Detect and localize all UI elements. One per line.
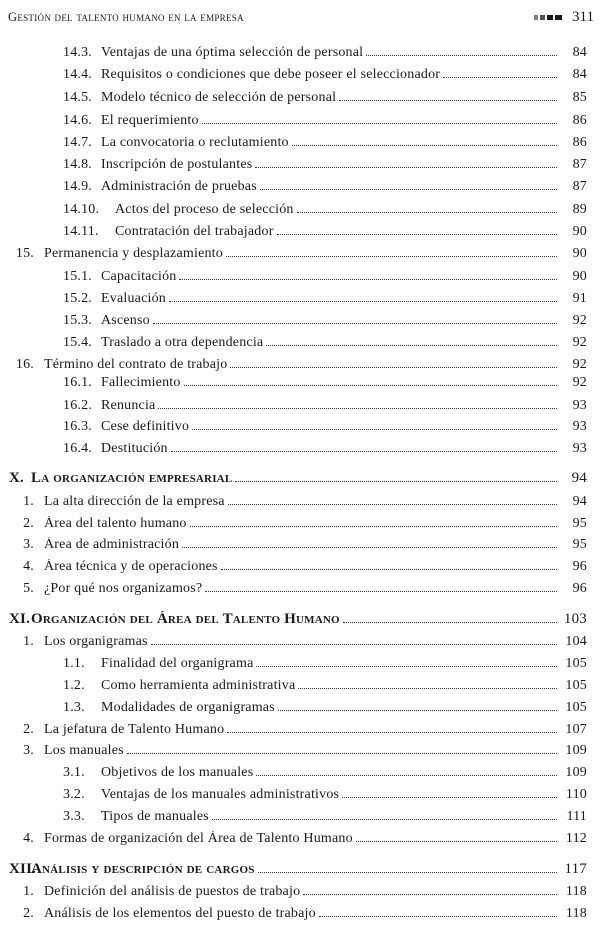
dot-leader (258, 872, 557, 873)
dot-leader (255, 167, 557, 168)
dot-leader (179, 279, 557, 280)
toc-entry-title: Traslado a otra dependencia (101, 335, 264, 350)
toc-entry-number: 14.8. (63, 157, 92, 172)
toc-entry (0, 494, 587, 514)
toc-entry: XII. Análisis y descripción de cargos 117 (9, 861, 587, 877)
toc-entry (0, 884, 587, 904)
dot-leader (190, 526, 557, 527)
toc-entry-title: Los organigramas (44, 634, 148, 649)
toc-entry-title: Organización del Área del Talento Humano (31, 611, 340, 627)
toc-entry-page: 104 (565, 634, 587, 649)
toc-entry-title: Ventajas de una óptima selección de personal (101, 45, 364, 60)
toc-entry-page: 107 (565, 722, 587, 737)
toc-entry-page: 93 (572, 419, 587, 434)
dot-leader (343, 622, 557, 623)
toc-entry (0, 537, 587, 557)
dot-leader (226, 256, 557, 257)
toc-entry-page: 118 (565, 884, 587, 899)
toc-entry-number: 16.2. (63, 398, 92, 413)
dot-leader (192, 429, 557, 430)
toc-entry-page: 105 (565, 678, 587, 693)
toc-entry-page: 112 (565, 831, 587, 846)
toc-entry-title: Cese definitivo (101, 419, 190, 434)
dot-leader (260, 189, 557, 190)
toc-entry-page: 111 (566, 809, 587, 824)
toc-entry (0, 678, 587, 698)
dot-leader (319, 916, 557, 917)
toc-entry-page: 92 (572, 335, 587, 350)
toc-entry-number: 2. (23, 906, 34, 921)
dot-leader (292, 145, 557, 146)
dot-leader (342, 797, 557, 798)
toc-entry (0, 809, 587, 829)
toc-entry-page: 105 (565, 700, 587, 715)
toc-entry-title: La organización empresarial (31, 470, 233, 486)
toc-entry-page: 110 (565, 787, 587, 802)
toc-entry-number: 16.1. (63, 375, 92, 390)
toc-entry-title: Área del talento humano (44, 516, 187, 531)
toc-entry-page: 109 (565, 743, 587, 758)
toc-entry-title: ¿Por qué nos organizamos? (44, 581, 203, 596)
dot-leader (366, 55, 557, 56)
toc-entry-number: 3.1. (63, 765, 85, 780)
toc-entry (0, 357, 587, 377)
toc-entry (0, 375, 587, 395)
toc-entry-title: Área de administración (44, 537, 180, 552)
toc-entry-page: 86 (572, 113, 587, 128)
toc-entry-page: 87 (572, 157, 587, 172)
dot-leader (182, 547, 557, 548)
dot-leader (169, 301, 557, 302)
toc-entry-title: Renuncia (101, 398, 156, 413)
dot-leader (184, 385, 557, 386)
toc-entry-title: Inscripción de postulantes (101, 157, 253, 172)
toc-entry (0, 516, 587, 536)
toc-entry-number: 3.2. (63, 787, 85, 802)
dot-leader (221, 569, 557, 570)
toc-entry-title: Análisis y descripción de cargos (31, 861, 255, 877)
toc-entry-page: 85 (572, 90, 587, 105)
toc-entry-page: 92 (572, 313, 587, 328)
toc-entry-title: Modelo técnico de selección de personal (101, 90, 337, 105)
toc-entry (0, 419, 587, 439)
toc-entry-page: 87 (572, 179, 587, 194)
dot-leader (227, 732, 557, 733)
toc-entry-title: Como herramienta administrativa (101, 678, 296, 693)
toc-entry-title: La jefatura de Talento Humano (44, 722, 225, 737)
toc-entry-number: 15. (15, 246, 34, 261)
toc-entry-number: 4. (23, 559, 34, 574)
dot-leader (205, 591, 557, 592)
toc-entry-title: Fallecimiento (101, 375, 181, 390)
toc-entry (0, 90, 587, 110)
toc-entry-title: Administración de pruebas (101, 179, 257, 194)
toc-entry-title: Tipos de manuales (101, 809, 209, 824)
toc-entry-title: Objetivos de los manuales (101, 765, 254, 780)
toc-entry (0, 398, 587, 418)
toc-entry (0, 831, 587, 851)
toc-entry-number: 15.1. (63, 269, 92, 284)
toc-entry-number: 3. (23, 537, 34, 552)
toc-entry-page: 92 (572, 375, 587, 390)
toc-entry-page: 86 (572, 135, 587, 150)
dot-leader (256, 666, 557, 667)
toc-entry (0, 135, 587, 155)
toc-entry-number: 3. (23, 743, 34, 758)
toc-entry (0, 700, 587, 720)
dot-leader (339, 100, 557, 101)
toc-entry (0, 581, 587, 601)
toc-entry-number: 16. (15, 357, 34, 372)
toc-entry-number: 14.4. (63, 67, 92, 82)
toc-entry-number: 16.4. (63, 441, 92, 456)
toc-entry (0, 179, 587, 199)
toc-entry-number: 1. (23, 634, 34, 649)
toc-entry-number: 14.9. (63, 179, 92, 194)
dot-leader (278, 710, 557, 711)
toc-entry (0, 67, 587, 87)
dot-leader (158, 408, 557, 409)
toc-entry-number: 14.10. (63, 202, 100, 217)
toc-entry-title: La convocatoria o reclutamiento (101, 135, 289, 150)
toc-entry-page: 93 (572, 398, 587, 413)
dot-leader (298, 688, 557, 689)
toc-entry (0, 634, 587, 654)
toc-entry-number: 2. (23, 516, 34, 531)
toc-entry (0, 335, 587, 355)
toc-entry-page: 95 (572, 537, 587, 552)
toc-entry-number: 4. (23, 831, 34, 846)
toc-entry (0, 441, 587, 461)
dot-leader (228, 504, 557, 505)
toc-entry (0, 559, 587, 579)
toc-entry-number: 1. (23, 884, 34, 899)
page-number: 311 (572, 8, 594, 25)
toc-entry (0, 722, 587, 742)
dot-leader (443, 77, 557, 78)
toc-entry (0, 157, 587, 177)
toc-entry (0, 224, 587, 244)
toc-entry-title: Área técnica y de operaciones (44, 559, 218, 574)
toc-entry-number: 14.7. (63, 135, 92, 150)
header-ornament (534, 15, 562, 20)
toc-entry-number: 1.3. (63, 700, 85, 715)
toc-entry-number: 14.3. (63, 45, 92, 60)
dot-leader (171, 451, 557, 452)
toc-entry (0, 313, 587, 333)
toc-entry-number: 3.3. (63, 809, 85, 824)
toc-entry: XI. Organización del Área del Talento Humano 103 (9, 611, 587, 627)
toc-entry-number: 16.3. (63, 419, 92, 434)
toc-entry-title: Formas de organización del Área de Talento Humano (44, 831, 353, 846)
toc-entry (0, 743, 587, 763)
toc-entry-title: Ventajas de los manuales administrativos (101, 787, 340, 802)
toc-entry (0, 45, 587, 65)
running-title: Gestión del talento humano en la empresa (8, 9, 244, 24)
toc-entry-page: 93 (572, 441, 587, 456)
toc-entry (0, 765, 587, 785)
toc-entry-page: 89 (572, 202, 587, 217)
dot-leader (230, 367, 557, 368)
toc-entry-page: 94 (572, 494, 587, 509)
toc-entry-page: 90 (572, 246, 587, 261)
toc-entry-title: Modalidades de organigramas (101, 700, 275, 715)
toc-entry (0, 113, 587, 133)
toc-entry-title: Los manuales (44, 743, 124, 758)
dot-leader (256, 775, 557, 776)
toc-entry-page: 96 (572, 559, 587, 574)
dot-leader (127, 753, 557, 754)
toc-entry-page: 117 (564, 861, 587, 877)
toc-entry-page: 90 (572, 224, 587, 239)
dot-leader (266, 345, 557, 346)
toc-entry-title: Capacitación (101, 269, 177, 284)
toc-entry-title: Destitución (101, 441, 168, 456)
toc-entry (0, 246, 587, 266)
dot-leader (303, 894, 557, 895)
toc-entry-title: Ascenso (101, 313, 150, 328)
toc-entry-number: 5. (23, 581, 34, 596)
toc-entry-page: 90 (572, 269, 587, 284)
toc-entry-page: 95 (572, 516, 587, 531)
toc-entry-page: 96 (572, 581, 587, 596)
dot-leader (277, 234, 557, 235)
dot-leader (297, 212, 557, 213)
toc-entry-title: La alta dirección de la empresa (44, 494, 225, 509)
toc-entry-number: 1.1. (63, 656, 85, 671)
toc-entry (0, 202, 587, 222)
dot-leader (235, 481, 557, 482)
dot-leader (153, 323, 557, 324)
toc-entry (0, 656, 587, 676)
toc-entry (0, 291, 587, 311)
dot-leader (356, 841, 557, 842)
toc-entry-title: Término del contrato de trabajo (44, 357, 228, 372)
toc-entry-title: Contratación del trabajador (115, 224, 274, 239)
toc-entry-number: 14.11. (63, 224, 99, 239)
dot-leader (202, 123, 557, 124)
running-header (8, 7, 594, 27)
toc-entry-number: 14.5. (63, 90, 92, 105)
toc-entry-number: 1.2. (63, 678, 85, 693)
toc-entry-page: 92 (572, 357, 587, 372)
toc-entry-number: 1. (23, 494, 34, 509)
toc-entry: X. La organización empresarial 94 (9, 470, 587, 486)
toc-entry-number: 15.3. (63, 313, 92, 328)
toc-entry-title: Finalidad del organigrama (101, 656, 254, 671)
toc-entry-title: Definición del análisis de puestos de trabajo (44, 884, 301, 899)
toc-entry-page: 118 (565, 906, 587, 921)
toc-entry (0, 269, 587, 289)
toc-entry-number: 15.4. (63, 335, 92, 350)
toc-entry-number: 2. (23, 722, 34, 737)
toc-entry-page: 84 (572, 67, 587, 82)
dot-leader (151, 644, 557, 645)
toc-entry-page: 103 (563, 611, 587, 627)
toc-entry (0, 906, 587, 926)
toc-entry-title: Evaluación (101, 291, 166, 306)
toc-entry-page: 84 (572, 45, 587, 60)
toc-entry-title: Análisis de los elementos del puesto de trabajo (44, 906, 316, 921)
toc-entry-title: Requisitos o condiciones que debe poseer el seleccionador (101, 67, 441, 82)
toc-entry-page: 91 (572, 291, 587, 306)
toc-entry-title: Actos del proceso de selección (115, 202, 294, 217)
toc-entry-page: 94 (571, 470, 587, 486)
toc-entry-number: 15.2. (63, 291, 92, 306)
toc-entry-page: 105 (565, 656, 587, 671)
toc-entry-number: 14.6. (63, 113, 92, 128)
dot-leader (212, 819, 557, 820)
toc-entry (0, 787, 587, 807)
toc-entry-page: 109 (565, 765, 587, 780)
toc-entry-title: Permanencia y desplazamiento (44, 246, 223, 261)
toc-entry-title: El requerimiento (101, 113, 199, 128)
